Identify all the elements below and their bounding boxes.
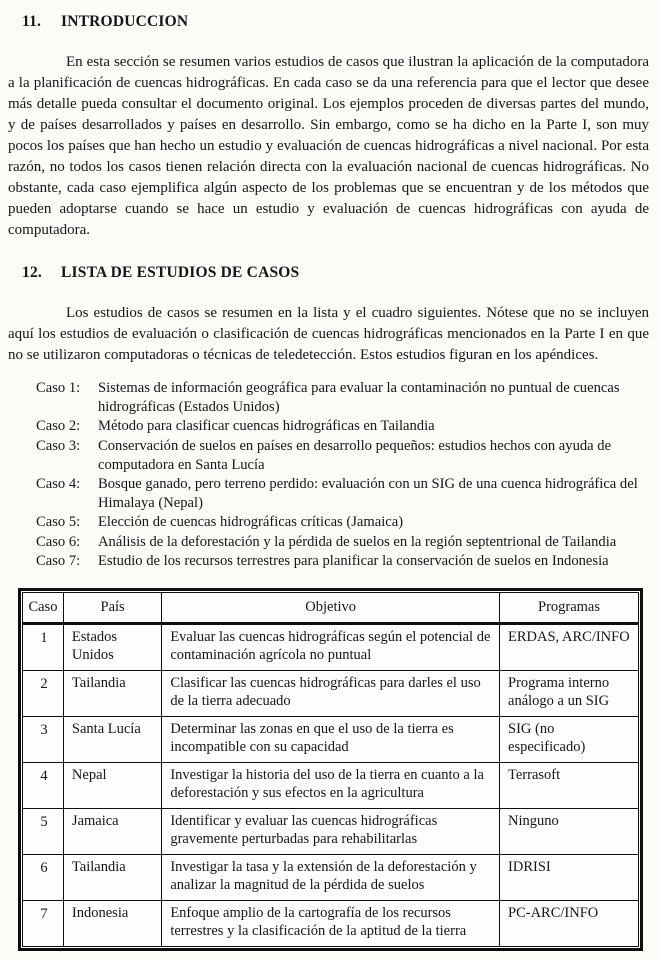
case-description: Análisis de la deforestación y la pérdida de suelos en la región septentrional de Tailandia bbox=[98, 533, 617, 550]
table-row bbox=[23, 717, 639, 763]
case-label: Caso 3: bbox=[36, 437, 81, 454]
cell-programas: PC-ARC/INFO bbox=[500, 901, 639, 947]
case-list-item bbox=[36, 379, 649, 417]
case-label: Caso 7: bbox=[36, 552, 81, 569]
column-header-pais: País bbox=[63, 593, 161, 624]
cell-pais: Santa Lucía bbox=[63, 717, 161, 763]
case-summary-table bbox=[18, 588, 643, 951]
cell-pais: Tailandia bbox=[63, 671, 161, 717]
cell-programas: ERDAS, ARC/INFO bbox=[500, 624, 639, 671]
cases-table bbox=[22, 592, 639, 947]
section-heading-introduccion bbox=[8, 13, 649, 31]
section-title: LISTA DE ESTUDIOS DE CASOS bbox=[61, 264, 300, 281]
case-description: Estudio de los recursos terrestres para planificar la conservación de suelos en Indonesia bbox=[98, 552, 609, 569]
section-number: 11. bbox=[22, 13, 42, 30]
case-list-item bbox=[36, 533, 649, 552]
cell-objetivo: Investigar la historia del uso de la tierra en cuanto a la deforestación y sus efectos en la agricultura bbox=[162, 763, 500, 809]
cell-objetivo: Investigar la tasa y la extensión de la deforestación y analizar la magnitud de la pérdida de suelos bbox=[162, 855, 500, 901]
cell-pais: Estados Unidos bbox=[63, 624, 161, 671]
case-description: Conservación de suelos en países en desarrollo pequeños: estudios hechos con ayuda de computadora en Santa Lucía bbox=[98, 437, 612, 473]
table-row bbox=[23, 671, 639, 717]
table-row bbox=[23, 624, 639, 671]
case-description: Método para clasificar cuencas hidrográficas en Tailandia bbox=[98, 418, 435, 435]
case-list-item bbox=[36, 417, 649, 436]
cell-objetivo: Evaluar las cuencas hidrográficas según el potencial de contaminación agrícola no puntual bbox=[162, 624, 500, 671]
cell-pais: Tailandia bbox=[63, 855, 161, 901]
case-label: Caso 1: bbox=[36, 380, 81, 396]
cell-objetivo: Identificar y evaluar las cuencas hidrográficas gravemente perturbadas para rehabilitarlas bbox=[162, 809, 500, 855]
paragraph-introduccion: En esta sección se resumen varios estudios de casos que ilustran la aplicación de la computadora a la planificación de cuencas hidrográficas. En cada caso se da una referencia para que el lector que desee más detalle pueda consultar el documento original. Los ejemplos proceden de diversas partes del mundo, y de países desarrollados y países en desarrollo. Sin embargo, como se ha dicho en la Parte I, son muy pocos los países que han hecho un estudio y evaluación de cuencas hidrográficas a nivel nacional. Por esta razón, no todos los casos tienen relación directa con la evaluación nacional de cuencas hidrográficas. No obstante, cada caso ejemplifica algún aspecto de los problemas que se encuentran y de los métodos que pueden adoptarse cuando se hace un estudio y evaluación de cuencas hidrográficas con ayuda de computadora. bbox=[8, 54, 649, 238]
case-label: Caso 4: bbox=[36, 476, 81, 493]
case-list bbox=[36, 379, 649, 571]
table-header-row bbox=[23, 593, 639, 624]
cell-caso: 5 bbox=[23, 809, 64, 855]
cell-programas: Programa interno análogo a un SIG bbox=[500, 671, 639, 717]
case-label: Caso 6: bbox=[36, 533, 81, 550]
cell-programas: Ninguno bbox=[500, 809, 639, 855]
cell-pais: Indonesia bbox=[63, 901, 161, 947]
cell-pais: Nepal bbox=[63, 763, 161, 809]
cell-programas: IDRISI bbox=[500, 855, 639, 901]
section-number: 12. bbox=[22, 264, 42, 281]
case-description: Sistemas de información geográfica para evaluar la contaminación no puntual de cuencas hidrográficas (Estados Unidos) bbox=[98, 380, 620, 416]
column-header-objetivo: Objetivo bbox=[162, 593, 500, 624]
table-row bbox=[23, 901, 639, 947]
case-description: Elección de cuencas hidrográficas críticas (Jamaica) bbox=[98, 514, 404, 531]
cell-caso: 1 bbox=[23, 624, 64, 671]
cell-objetivo: Determinar las zonas en que el uso de la tierra es incompatible con su capacidad bbox=[162, 717, 500, 763]
column-header-caso: Caso bbox=[23, 593, 64, 624]
cell-objetivo: Clasificar las cuencas hidrográficas para darles el uso de la tierra adecuado bbox=[162, 671, 500, 717]
cell-objetivo: Enfoque amplio de la cartografía de los recursos terrestres y la clasificación de la aptitud de la tierra bbox=[162, 901, 500, 947]
case-label: Caso 5: bbox=[36, 514, 81, 531]
paragraph-lista-de-estudios: Los estudios de casos se resumen en la lista y el cuadro siguientes. Nótese que no se incluyen aquí los estudios de evaluación o clasificación de cuencas hidrográficas mencionados en la Parte I en que no se utilizaron computadoras o técnicas de teledetección. Estos estudios figuran en los apéndices. bbox=[8, 305, 649, 363]
cell-caso: 2 bbox=[23, 671, 64, 717]
cell-pais: Jamaica bbox=[63, 809, 161, 855]
table-row bbox=[23, 855, 639, 901]
table-row bbox=[23, 809, 639, 855]
cell-caso: 7 bbox=[23, 901, 64, 947]
case-description: Bosque ganado, pero terreno perdido: evaluación con un SIG de una cuenca hidrográfica del Himalaya (Nepal) bbox=[98, 476, 638, 512]
cell-caso: 4 bbox=[23, 763, 64, 809]
case-list-item bbox=[36, 552, 649, 571]
case-list-item bbox=[36, 475, 649, 513]
cell-caso: 3 bbox=[23, 717, 64, 763]
case-list-item bbox=[36, 437, 649, 475]
cell-programas: Terrasoft bbox=[500, 763, 639, 809]
case-list-item bbox=[36, 513, 649, 532]
cell-caso: 6 bbox=[23, 855, 64, 901]
section-heading-lista-de-estudios bbox=[8, 264, 649, 282]
case-label: Caso 2: bbox=[36, 418, 81, 435]
table-row bbox=[23, 763, 639, 809]
column-header-programas: Programas bbox=[500, 593, 639, 624]
section-title: INTRODUCCION bbox=[61, 13, 189, 30]
cell-programas: SIG (no especificado) bbox=[500, 717, 639, 763]
